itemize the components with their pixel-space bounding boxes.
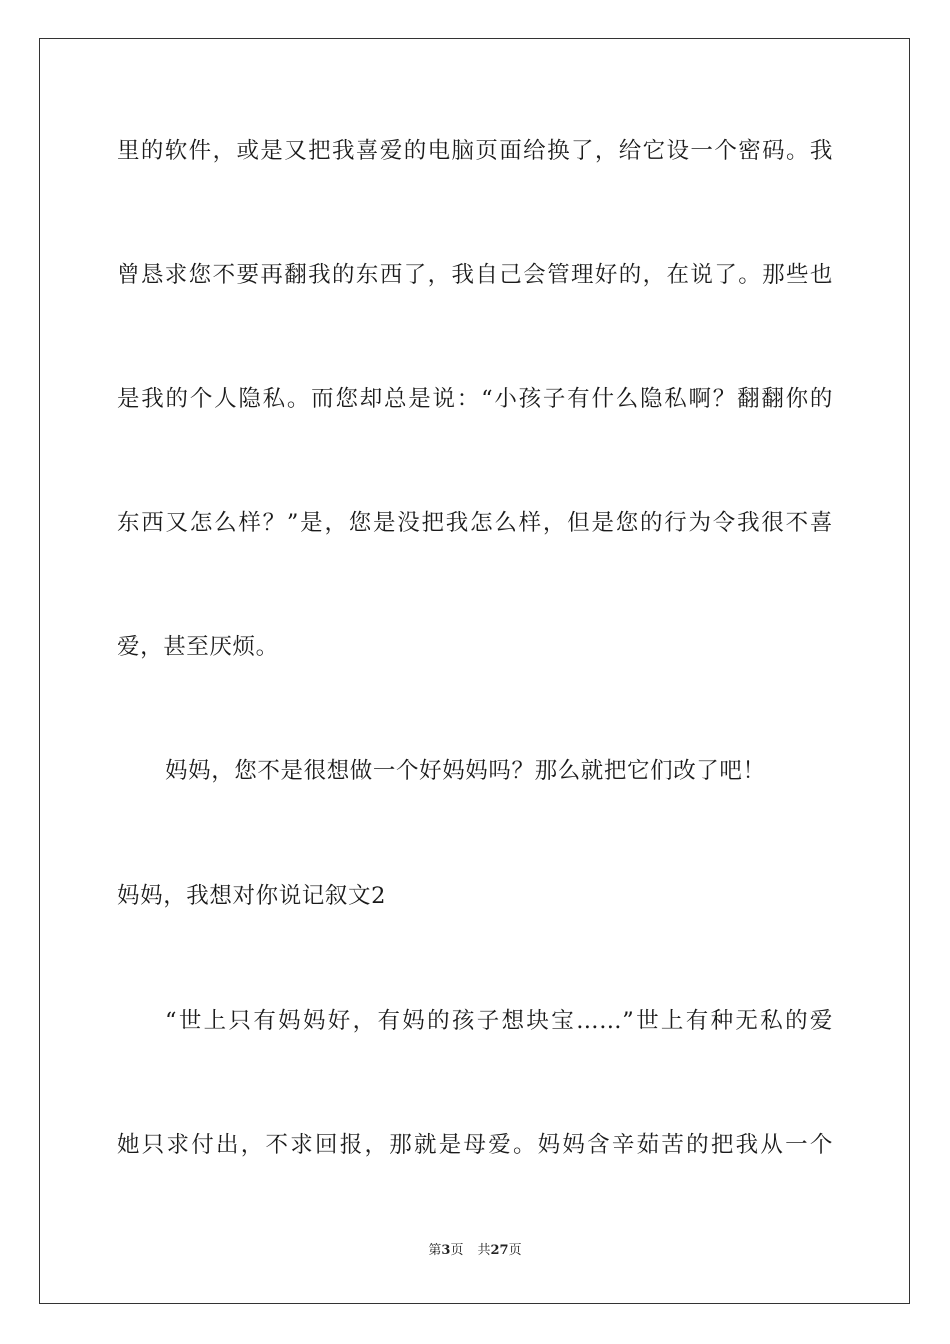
body-text-line: 是我的个人隐私。而您却总是说：“小孩子有什么隐私啊？翻翻你的 (117, 386, 833, 412)
body-text-line: 曾恳求您不要再翻我的东西了，我自己会管理好的，在说了。那些也 (117, 262, 833, 288)
body-text-line: 妈妈，您不是很想做一个好妈妈吗？那么就把它们改了吧！ (165, 758, 766, 784)
footer-total-suffix: 页 (508, 1243, 522, 1258)
footer-page-prefix: 第 (428, 1243, 442, 1258)
body-text-line: “世上只有妈妈好，有妈的孩子想块宝……”世上有种无私的爱 (165, 1008, 833, 1034)
body-text-line: 爱，甚至厌烦。 (117, 634, 279, 660)
section-heading: 妈妈，我想对你说记叙文2 (117, 883, 387, 909)
page-footer (0, 1242, 950, 1260)
body-text-line: 里的软件，或是又把我喜爱的电脑页面给换了，给它设一个密码。我 (117, 138, 833, 164)
page-border (39, 38, 910, 1304)
current-page-number: 3 (441, 1243, 451, 1258)
footer-total-prefix: 共 (477, 1243, 491, 1258)
body-text-line: 她只求付出，不求回报，那就是母爱。妈妈含辛茹苦的把我从一个 (117, 1132, 833, 1158)
total-page-count: 27 (490, 1243, 509, 1258)
footer-page-suffix: 页 (450, 1243, 464, 1258)
body-text-line: 东西又怎么样？”是，您是没把我怎么样，但是您的行为令我很不喜 (117, 510, 833, 536)
